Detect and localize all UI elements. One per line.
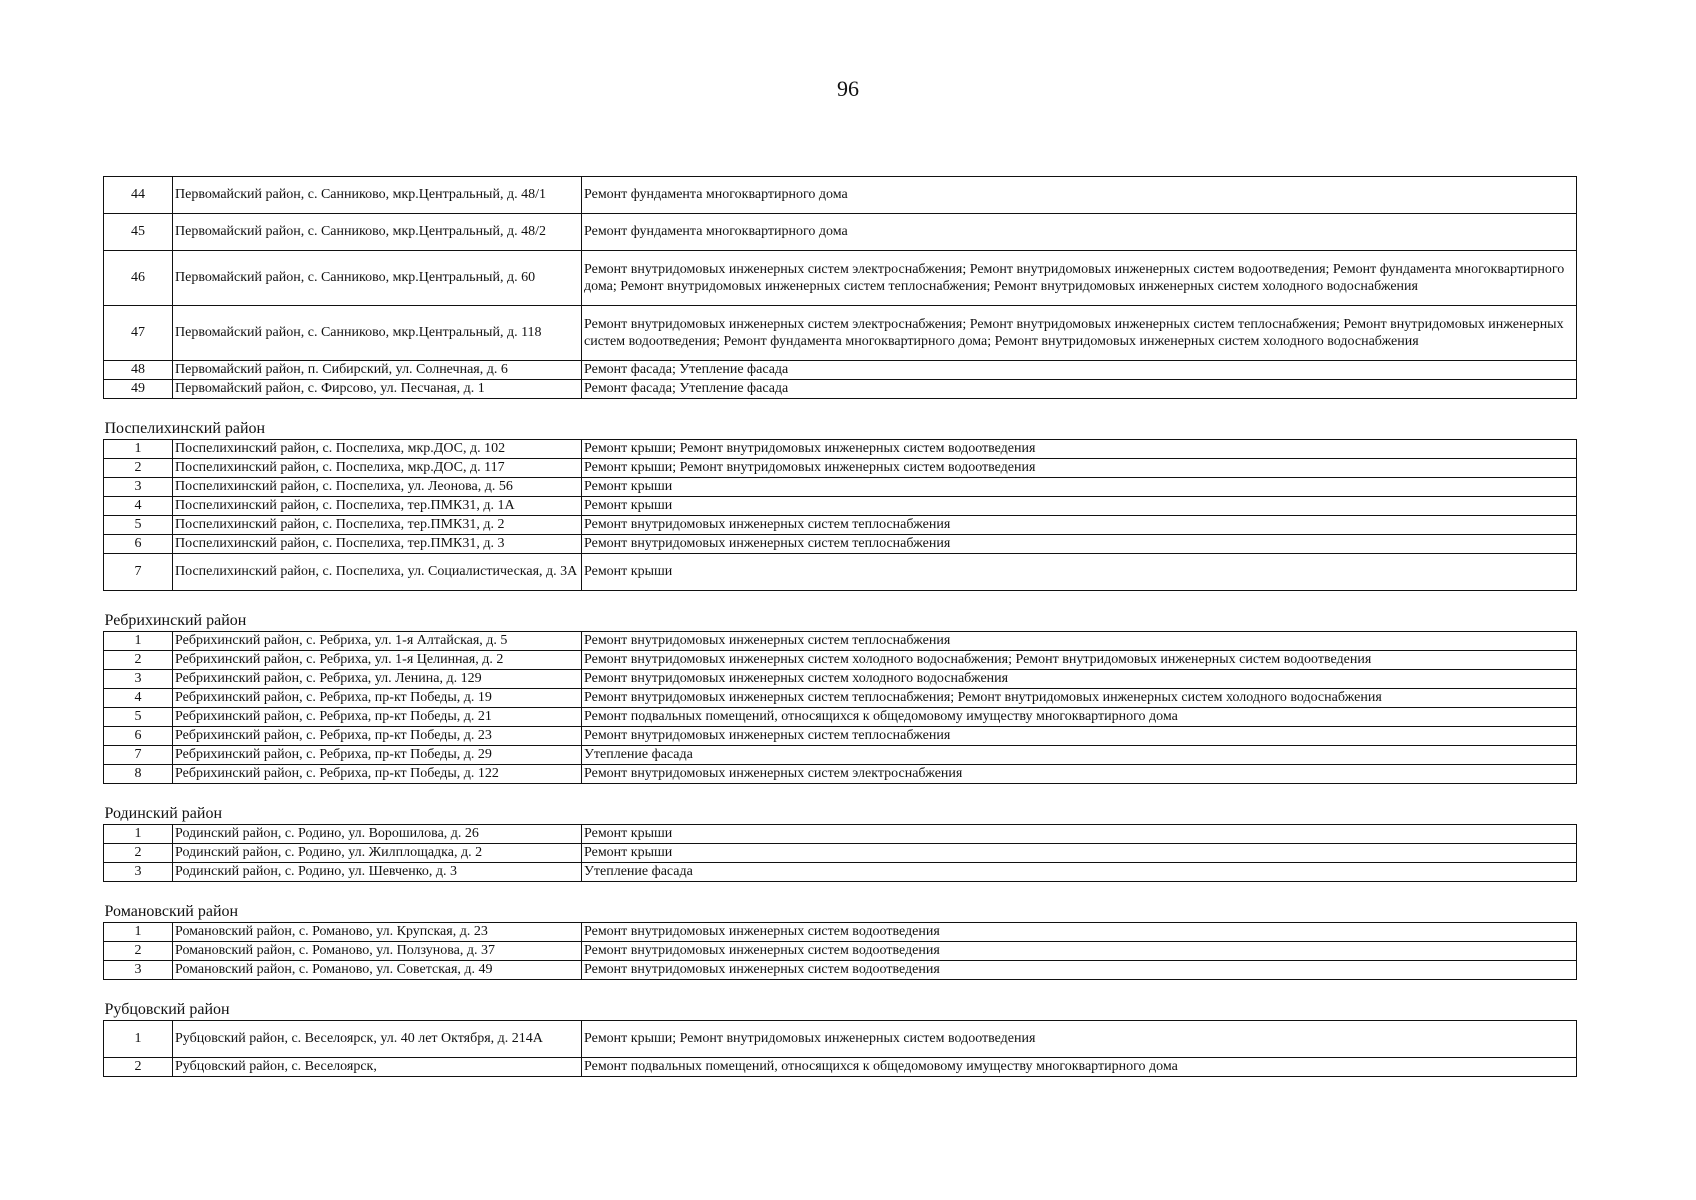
row-work-type: Ремонт подвальных помещений, относящихся к общедомовому имуществу многоквартирного дома [582, 708, 1577, 727]
row-number: 8 [104, 765, 173, 784]
table-row [104, 961, 1577, 980]
row-address: Ребрихинский район, с. Ребриха, ул. 1-я Целинная, д. 2 [173, 651, 582, 670]
table-row [104, 632, 1577, 651]
row-work-type: Ремонт внутридомовых инженерных систем холодного водоснабжения [582, 670, 1577, 689]
district-heading: Романовский район [104, 903, 239, 920]
table-row [104, 177, 1577, 214]
table-row [104, 459, 1577, 478]
row-address: Поспелихинский район, с. Поспелиха, ул. Социалистическая, д. 3А [173, 554, 582, 591]
table-row [104, 1058, 1577, 1077]
row-address: Первомайский район, с. Фирсово, ул. Песчаная, д. 1 [173, 380, 582, 399]
row-address: Родинский район, с. Родино, ул. Жилплощадка, д. 2 [173, 844, 582, 863]
row-work-type: Ремонт крыши; Ремонт внутридомовых инженерных систем водоотведения [582, 440, 1577, 459]
table-body [104, 177, 1577, 1077]
district-heading-cell [104, 784, 1577, 825]
table-row [104, 214, 1577, 251]
table-row [104, 535, 1577, 554]
row-address: Романовский район, с. Романово, ул. Крупская, д. 23 [173, 923, 582, 942]
row-number: 1 [104, 825, 173, 844]
row-work-type: Ремонт крыши [582, 825, 1577, 844]
row-work-type: Ремонт крыши [582, 844, 1577, 863]
row-address: Первомайский район, с. Санниково, мкр.Центральный, д. 60 [173, 251, 582, 306]
row-number: 5 [104, 708, 173, 727]
row-number: 3 [104, 863, 173, 882]
row-number: 1 [104, 923, 173, 942]
repair-schedule-table [103, 176, 1577, 1077]
row-number: 1 [104, 1021, 173, 1058]
row-work-type: Ремонт крыши [582, 554, 1577, 591]
row-work-type: Ремонт крыши; Ремонт внутридомовых инженерных систем водоотведения [582, 1021, 1577, 1058]
district-section-row [104, 784, 1577, 825]
row-number: 5 [104, 516, 173, 535]
row-work-type: Ремонт внутридомовых инженерных систем водоотведения [582, 961, 1577, 980]
row-work-type: Ремонт внутридомовых инженерных систем теплоснабжения [582, 516, 1577, 535]
table-row [104, 670, 1577, 689]
row-number: 47 [104, 306, 173, 361]
row-address: Поспелихинский район, с. Поспелиха, мкр.ДОС, д. 117 [173, 459, 582, 478]
row-address: Ребрихинский район, с. Ребриха, пр-кт Победы, д. 19 [173, 689, 582, 708]
row-work-type: Ремонт подвальных помещений, относящихся к общедомовому имуществу многоквартирного дома [582, 1058, 1577, 1077]
row-address: Рубцовский район, с. Веселоярск, ул. 40 лет Октября, д. 214А [173, 1021, 582, 1058]
row-address: Ребрихинский район, с. Ребриха, пр-кт Победы, д. 29 [173, 746, 582, 765]
row-address: Поспелихинский район, с. Поспелиха, ул. Леонова, д. 56 [173, 478, 582, 497]
row-address: Ребрихинский район, с. Ребриха, ул. Ленина, д. 129 [173, 670, 582, 689]
page-number: 96 [837, 76, 859, 101]
row-address: Ребрихинский район, с. Ребриха, ул. 1-я Алтайская, д. 5 [173, 632, 582, 651]
table-row [104, 942, 1577, 961]
row-work-type: Ремонт внутридомовых инженерных систем электроснабжения; Ремонт внутридомовых инженерных систем водоотведения; Ремонт фундамента многоквартирного дома; Ремонт внутридомовых инженерных систем теплоснабжения; Ремонт внутридомовых инженерных систем холодного водоснабжения [582, 251, 1577, 306]
district-section-row [104, 591, 1577, 632]
table-row [104, 727, 1577, 746]
row-work-type: Ремонт фундамента многоквартирного дома [582, 177, 1577, 214]
row-work-type: Ремонт внутридомовых инженерных систем теплоснабжения [582, 632, 1577, 651]
table-row [104, 251, 1577, 306]
table-row [104, 746, 1577, 765]
table-row [104, 765, 1577, 784]
district-heading: Ребрихинский район [104, 612, 247, 629]
row-address: Романовский район, с. Романово, ул. Советская, д. 49 [173, 961, 582, 980]
district-heading-cell [104, 882, 1577, 923]
table-row [104, 497, 1577, 516]
table-row [104, 863, 1577, 882]
row-work-type: Ремонт крыши [582, 497, 1577, 516]
district-section-row [104, 980, 1577, 1021]
row-number: 45 [104, 214, 173, 251]
district-section-row [104, 399, 1577, 440]
row-work-type: Утепление фасада [582, 746, 1577, 765]
row-number: 3 [104, 670, 173, 689]
table-row [104, 380, 1577, 399]
district-heading-cell [104, 591, 1577, 632]
row-work-type: Ремонт внутридомовых инженерных систем водоотведения [582, 923, 1577, 942]
table-row [104, 825, 1577, 844]
district-heading: Рубцовский район [104, 1001, 230, 1018]
table-row [104, 361, 1577, 380]
row-number: 1 [104, 440, 173, 459]
row-number: 3 [104, 478, 173, 497]
district-heading-cell [104, 980, 1577, 1021]
row-number: 2 [104, 459, 173, 478]
row-number: 2 [104, 651, 173, 670]
row-number: 1 [104, 632, 173, 651]
row-work-type: Ремонт внутридомовых инженерных систем холодного водоснабжения; Ремонт внутридомовых инженерных систем водоотведения [582, 651, 1577, 670]
row-address: Поспелихинский район, с. Поспелиха, тер.ПМК31, д. 1А [173, 497, 582, 516]
row-address: Поспелихинский район, с. Поспелиха, тер.ПМК31, д. 2 [173, 516, 582, 535]
row-work-type: Ремонт фасада; Утепление фасада [582, 361, 1577, 380]
table-row [104, 1021, 1577, 1058]
row-number: 6 [104, 727, 173, 746]
row-work-type: Ремонт внутридомовых инженерных систем электроснабжения [582, 765, 1577, 784]
table-row [104, 554, 1577, 591]
district-heading: Родинский район [104, 805, 223, 822]
row-work-type: Ремонт крыши; Ремонт внутридомовых инженерных систем водоотведения [582, 459, 1577, 478]
row-address: Ребрихинский район, с. Ребриха, пр-кт Победы, д. 21 [173, 708, 582, 727]
row-address: Поспелихинский район, с. Поспелиха, тер.ПМК31, д. 3 [173, 535, 582, 554]
row-address: Поспелихинский район, с. Поспелиха, мкр.ДОС, д. 102 [173, 440, 582, 459]
district-heading-cell [104, 399, 1577, 440]
row-number: 48 [104, 361, 173, 380]
row-address: Романовский район, с. Романово, ул. Ползунова, д. 37 [173, 942, 582, 961]
row-number: 49 [104, 380, 173, 399]
row-number: 44 [104, 177, 173, 214]
row-number: 46 [104, 251, 173, 306]
row-work-type: Ремонт внутридомовых инженерных систем теплоснабжения [582, 535, 1577, 554]
table-row [104, 651, 1577, 670]
row-work-type: Утепление фасада [582, 863, 1577, 882]
table-row [104, 478, 1577, 497]
row-work-type: Ремонт крыши [582, 478, 1577, 497]
row-work-type: Ремонт внутридомовых инженерных систем теплоснабжения [582, 727, 1577, 746]
row-number: 4 [104, 689, 173, 708]
row-number: 2 [104, 942, 173, 961]
district-heading: Поспелихинский район [104, 420, 266, 437]
row-number: 6 [104, 535, 173, 554]
row-work-type: Ремонт внутридомовых инженерных систем теплоснабжения; Ремонт внутридомовых инженерных систем холодного водоснабжения [582, 689, 1577, 708]
district-section-row [104, 882, 1577, 923]
row-address: Первомайский район, п. Сибирский, ул. Солнечная, д. 6 [173, 361, 582, 380]
row-work-type: Ремонт внутридомовых инженерных систем водоотведения [582, 942, 1577, 961]
row-address: Первомайский район, с. Санниково, мкр.Центральный, д. 118 [173, 306, 582, 361]
row-address: Первомайский район, с. Санниково, мкр.Центральный, д. 48/1 [173, 177, 582, 214]
row-number: 4 [104, 497, 173, 516]
row-number: 7 [104, 746, 173, 765]
table-row [104, 708, 1577, 727]
row-address: Первомайский район, с. Санниково, мкр.Центральный, д. 48/2 [173, 214, 582, 251]
table-row [104, 844, 1577, 863]
row-number: 3 [104, 961, 173, 980]
row-address: Родинский район, с. Родино, ул. Шевченко, д. 3 [173, 863, 582, 882]
row-address: Ребрихинский район, с. Ребриха, пр-кт Победы, д. 23 [173, 727, 582, 746]
row-work-type: Ремонт внутридомовых инженерных систем электроснабжения; Ремонт внутридомовых инженерных систем теплоснабжения; Ремонт внутридомовых инженерных систем водоотведения; Ремонт фундамента многоквартирного дома; Ремонт внутридомовых инженерных систем холодного водоснабжения [582, 306, 1577, 361]
row-address: Родинский район, с. Родино, ул. Ворошилова, д. 26 [173, 825, 582, 844]
row-work-type: Ремонт фасада; Утепление фасада [582, 380, 1577, 399]
table-row [104, 689, 1577, 708]
row-number: 2 [104, 1058, 173, 1077]
row-address: Ребрихинский район, с. Ребриха, пр-кт Победы, д. 122 [173, 765, 582, 784]
row-address: Рубцовский район, с. Веселоярск, [173, 1058, 582, 1077]
table-row [104, 306, 1577, 361]
table-row [104, 923, 1577, 942]
table-row [104, 516, 1577, 535]
table-row [104, 440, 1577, 459]
row-work-type: Ремонт фундамента многоквартирного дома [582, 214, 1577, 251]
row-number: 7 [104, 554, 173, 591]
row-number: 2 [104, 844, 173, 863]
